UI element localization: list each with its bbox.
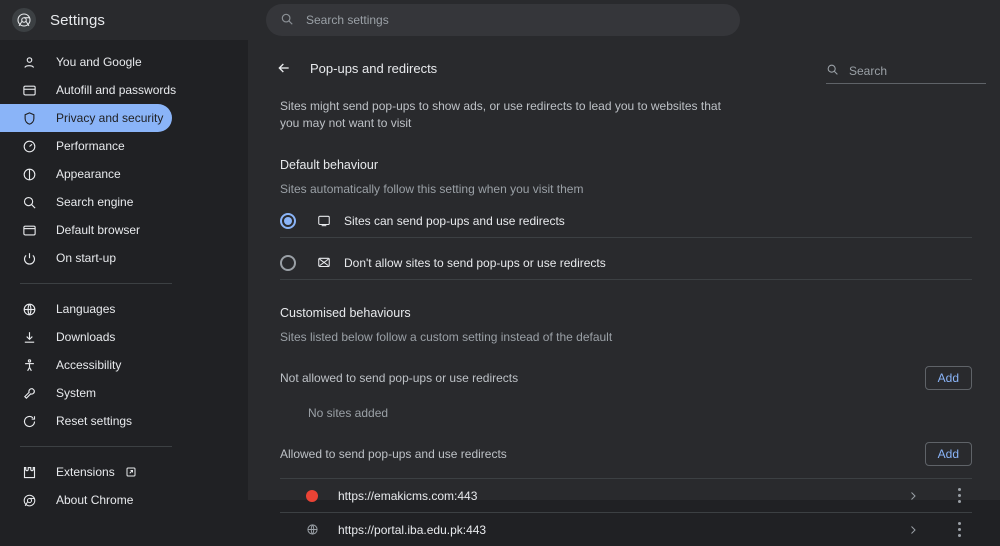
allowed-list-header <box>280 442 972 466</box>
shield-icon <box>20 109 38 127</box>
sidebar-item-label: Autofill and passwords <box>56 83 177 97</box>
section-search-placeholder: Search <box>849 63 888 78</box>
sidebar-item-label: Reset settings <box>56 414 133 428</box>
sidebar-item-label: Appearance <box>56 167 121 181</box>
radio-button-selected[interactable] <box>280 213 296 229</box>
globe-favicon <box>304 522 320 538</box>
palette-icon <box>20 165 38 183</box>
add-blocked-site-button[interactable]: Add <box>925 366 972 390</box>
sidebar-item-label: Extensions <box>56 465 115 479</box>
sidebar-item-label: Default browser <box>56 223 141 237</box>
blocked-list-empty-text: No sites added <box>308 406 389 420</box>
popup-blocked-icon <box>316 255 332 271</box>
sidebar-item-on-start-up[interactable] <box>0 244 248 272</box>
more-vertical-icon[interactable] <box>950 521 968 539</box>
default-behaviour-title: Default behaviour <box>280 158 378 172</box>
globe-icon <box>20 300 38 318</box>
person-icon <box>20 53 38 71</box>
sidebar-item-search-engine[interactable] <box>0 188 248 216</box>
sidebar-item-about-chrome[interactable] <box>0 486 248 514</box>
red-dot-favicon <box>304 488 320 504</box>
radio-option-allow-popups[interactable] <box>280 204 972 238</box>
sidebar-item-label: You and Google <box>56 55 142 69</box>
blocked-list-header <box>280 366 972 390</box>
sidebar-divider-2 <box>20 446 172 447</box>
wrench-icon <box>20 384 38 402</box>
sidebar-item-label: About Chrome <box>56 493 134 507</box>
chrome-logo-icon <box>12 8 36 32</box>
list-item[interactable] <box>280 478 972 512</box>
radio-option-block-popups[interactable] <box>280 246 972 280</box>
sidebar-group-main <box>0 48 248 272</box>
sidebar-item-accessibility[interactable] <box>0 351 248 379</box>
chrome-outline-icon <box>20 491 38 509</box>
default-behaviour-subtitle: Sites automatically follow this setting when you visit them <box>280 182 584 196</box>
sidebar-item-you-and-google[interactable] <box>0 48 248 76</box>
autofill-icon <box>20 81 38 99</box>
sidebar-item-system[interactable] <box>0 379 248 407</box>
allowed-list-label: Allowed to send pop-ups and use redirects <box>280 447 507 461</box>
radio-option-label: Sites can send pop-ups and use redirects <box>344 213 565 228</box>
back-arrow-icon[interactable] <box>272 56 296 80</box>
search-icon <box>826 63 839 79</box>
sidebar-item-label: Search engine <box>56 195 134 209</box>
speedometer-icon <box>20 137 38 155</box>
sidebar-item-performance[interactable] <box>0 132 248 160</box>
chevron-right-icon[interactable] <box>904 490 922 502</box>
reset-icon <box>20 412 38 430</box>
list-item[interactable] <box>280 512 972 546</box>
power-icon <box>20 249 38 267</box>
sidebar-item-reset-settings[interactable] <box>0 407 248 435</box>
section-title: Pop-ups and redirects <box>310 60 438 76</box>
download-icon <box>20 328 38 346</box>
sidebar-item-label: Privacy and security <box>56 111 164 125</box>
more-vertical-icon[interactable] <box>950 487 968 505</box>
browser-window-icon <box>20 221 38 239</box>
popup-allowed-icon <box>316 213 332 229</box>
content-header <box>248 48 1000 88</box>
section-description: Sites might send pop-ups to show ads, or use redirects to lead you to websites that you may not want to visit <box>280 99 721 130</box>
accessibility-icon <box>20 356 38 374</box>
add-allowed-site-button[interactable]: Add <box>925 442 972 466</box>
site-url: https://portal.iba.edu.pk:443 <box>338 522 487 537</box>
radio-option-label: Don't allow sites to send pop-ups or use redirects <box>344 255 606 270</box>
extension-icon <box>20 463 38 481</box>
sidebar-item-extensions[interactable] <box>0 458 248 486</box>
customised-behaviours-subtitle: Sites listed below follow a custom setting instead of the default <box>280 330 613 344</box>
sidebar-item-autofill-and-passwords[interactable] <box>0 76 248 104</box>
settings-search-box[interactable] <box>266 4 740 36</box>
settings-search-placeholder: Search settings <box>306 13 389 27</box>
search-icon <box>280 12 294 29</box>
sidebar-item-label: Performance <box>56 139 125 153</box>
sidebar-item-label: System <box>56 386 97 400</box>
sidebar-item-appearance[interactable] <box>0 160 248 188</box>
sidebar-item-privacy-and-security[interactable] <box>0 104 172 132</box>
sidebar-item-label: On start-up <box>56 251 117 265</box>
content-panel <box>248 40 1000 537</box>
sidebar-item-languages[interactable] <box>0 295 248 323</box>
blocked-list-label: Not allowed to send pop-ups or use redirects <box>280 371 519 385</box>
magnifier-icon <box>20 193 38 211</box>
external-link-icon <box>125 466 137 478</box>
section-search-box[interactable] <box>826 58 986 84</box>
top-bar <box>0 0 1000 40</box>
sidebar-group-advanced <box>0 295 248 435</box>
customised-behaviours-title: Customised behaviours <box>280 306 411 320</box>
sidebar-divider-1 <box>20 283 172 284</box>
sidebar <box>0 40 248 507</box>
chevron-right-icon[interactable] <box>904 524 922 536</box>
sidebar-item-label: Accessibility <box>56 358 122 372</box>
sidebar-item-label: Languages <box>56 302 116 316</box>
sidebar-item-label: Downloads <box>56 330 116 344</box>
sidebar-item-downloads[interactable] <box>0 323 248 351</box>
sidebar-group-footer <box>0 458 248 514</box>
site-url: https://emakicms.com:443 <box>338 488 478 503</box>
sidebar-item-default-browser[interactable] <box>0 216 248 244</box>
page-title: Settings <box>50 11 105 29</box>
radio-button-unselected[interactable] <box>280 255 296 271</box>
